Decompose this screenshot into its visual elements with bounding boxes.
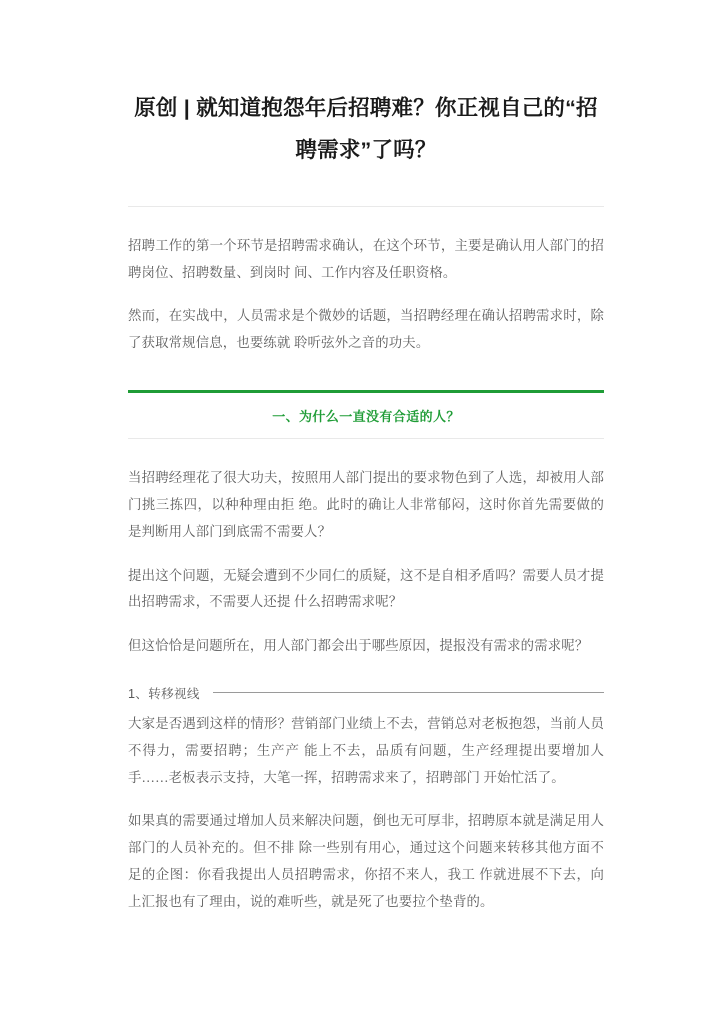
section-one-paragraph-2: 提出这个问题，无疑会遭到不少同仁的质疑，这不是自相矛盾吗？需要人员才提出招聘需求，不需要人还提 什么招聘需求呢？ xyxy=(128,567,604,610)
intro-paragraph-1: 招聘工作的第一个环节是招聘需求确认，在这个环节，主要是确认用人部门的招聘岗位、招聘数量、到岗时 间、工作内容及任职资格。 xyxy=(128,237,604,280)
section-one-paragraph-3: 但这恰恰是问题所在，用人部门都会出于哪些原因，提报没有需求的需求呢？ xyxy=(128,638,589,654)
subsection-paragraph-1: 大家是否遇到这样的情形？营销部门业绩上不去，营销总对老板抱怨，当前人员不得力，需要招聘；生产产 能上不去，品质有问题，生产经理提出要增加人手……老板表示支持，大笔一挥，招聘需求来了，招聘部门 开始忙活了。 xyxy=(128,715,604,785)
subsection-heading-row xyxy=(128,683,604,702)
section-separator-rule xyxy=(128,438,604,439)
subsection-trailing-rule xyxy=(213,692,604,693)
subsection-paragraph-2: 如果真的需要通过增加人员来解决问题，倒也无可厚非，招聘原本就是满足用人部门的人员补充的。但不排 除一些别有用心，通过这个问题来转移其他方面不足的企图：你看我提出人员招聘需求，你招不来人，我工 作就进展不下去，向上汇报也有了理由，说的难听些，就是死了也要拉个垫背的。 xyxy=(128,813,604,909)
section-one-heading: 一、为什么一直没有合适的人？ xyxy=(272,409,460,425)
title-separator-rule xyxy=(128,206,604,207)
intro-paragraph-2: 然而，在实战中，人员需求是个微妙的话题，当招聘经理在确认招聘需求时，除了获取常规信息，也要练就 聆听弦外之音的功夫。 xyxy=(128,308,604,351)
section-one-paragraph-1: 当招聘经理花了很大功夫，按照用人部门提出的要求物色到了人选，却被用人部门挑三拣四，以种种理由拒 绝。此时的确让人非常郁闷，这时你首先需要做的是判断用人部门到底需不需要人？ xyxy=(128,470,604,539)
document-content xyxy=(128,0,604,916)
section-one-header xyxy=(128,390,604,439)
subsection-heading-label: 1、转移视线 xyxy=(128,686,200,701)
page-title: 原创 | 就知道抱怨年后招聘难？你正视自己的“招聘需求”了吗？ xyxy=(134,96,598,162)
